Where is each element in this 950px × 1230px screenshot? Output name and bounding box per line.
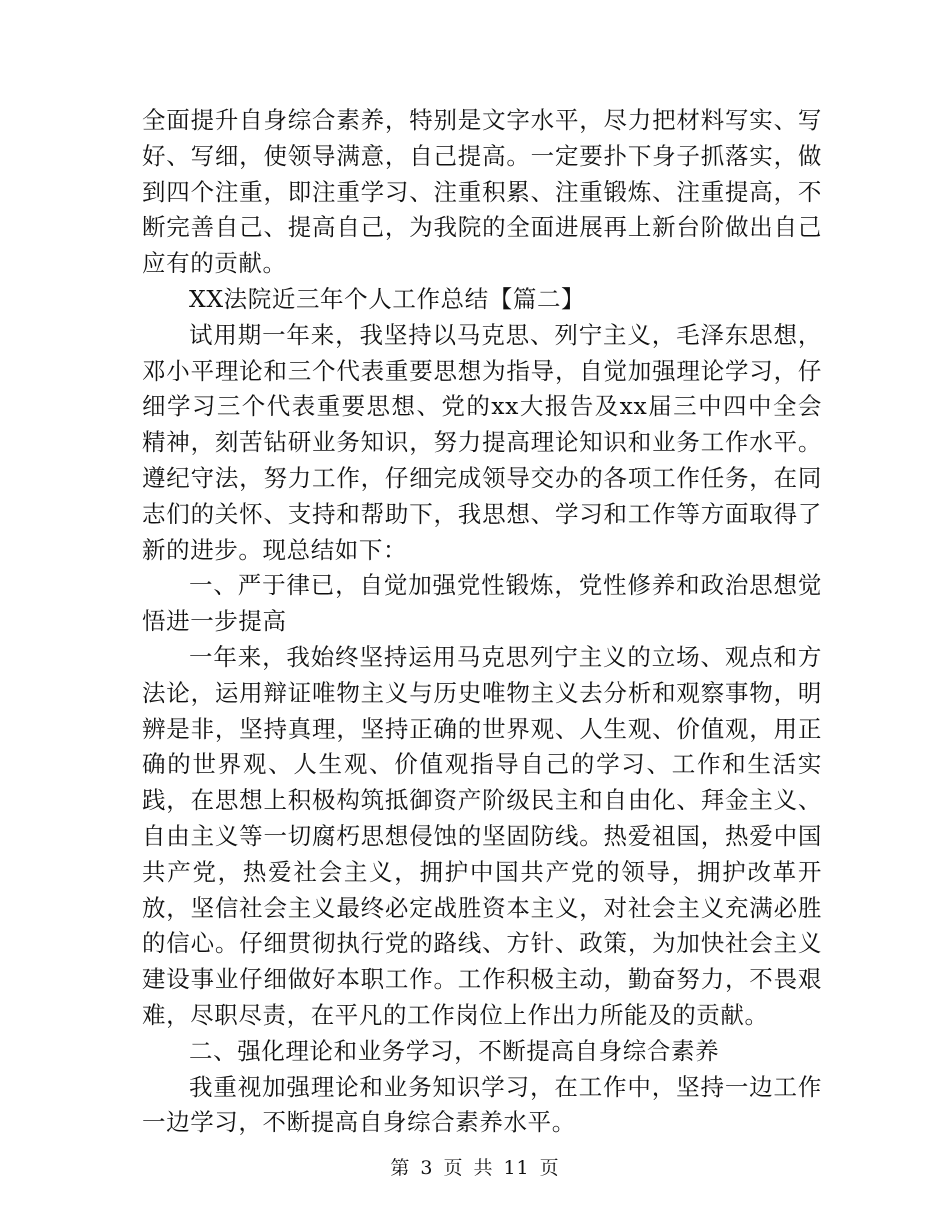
paragraph-intro: 试用期一年来，我坚持以马克思、列宁主义，毛泽东思想，邓小平理论和三个代表重要思想为指导，自觉加强理论学习，仔细学习三个代表重要思想、党的xx大报告及xx届三中四中全会精神，刻苦钻研业务知识，努力提高理论知识和业务工作水平。遵纪守法，努力工作，仔细完成领导交办的各项工作任务，在同志们的关怀、支持和帮助下，我思想、学习和工作等方面取得了新的进步。现总结如下： [142,320,822,564]
page-footer [0,1153,950,1180]
paragraph-two-body: 我重视加强理论和业务知识学习，在工作中，坚持一边工作一边学习，不断提高自身综合素养水平。 [142,1072,822,1137]
footer-total-word: 共 [473,1157,494,1179]
footer-total-pages: 11 [503,1157,530,1179]
footer-prefix: 第 [390,1157,411,1179]
paragraph-1: 全面提升自身综合素养，特别是文字水平，尽力把材料写实、写好、写细，使领导满意，自己提高。一定要扑下身子抓落实，做到四个注重，即注重学习、注重积累、注重锻炼、注重提高，不断完善自己、提高自己，为我院的全面进展再上新台阶做出自己应有的贡献。 [142,106,822,278]
subheading-one: 一、严于律已，自觉加强党性锻炼，党性修养和政治思想觉悟进一步提高 [142,571,822,636]
subheading-two: 二、强化理论和业务学习，不断提高自身综合素养 [189,1036,720,1065]
section-heading-part-two: XX法院近三年个人工作总结【篇二】 [189,284,586,313]
footer-suffix: 页 [539,1157,560,1179]
footer-current-page: 3 [420,1157,434,1179]
footer-page-word: 页 [443,1157,464,1179]
document-body [142,103,822,1141]
paragraph-one-body: 一年来，我始终坚持运用马克思列宁主义的立场、观点和方法论，运用辩证唯物主义与历史唯物主义去分析和观察事物，明辨是非，坚持真理，坚持正确的世界观、人生观、价值观，用正确的世界观、人生观、价值观指导自己的学习、工作和生活实践，在思想上积极构筑抵御资产阶级民主和自由化、拜金主义、自由主义等一切腐朽思想侵蚀的坚固防线。热爱祖国，热爱中国共产党，热爱社会主义，拥护中国共产党的领导，拥护改革开放，坚信社会主义最终必定战胜资本主义，对社会主义充满必胜的信心。仔细贯彻执行党的路线、方针、政策，为加快社会主义建设事业仔细做好本职工作。工作积极主动，勤奋努力，不畏艰难，尽职尽责，在平凡的工作岗位上作出力所能及的贡献。 [142,642,822,1029]
